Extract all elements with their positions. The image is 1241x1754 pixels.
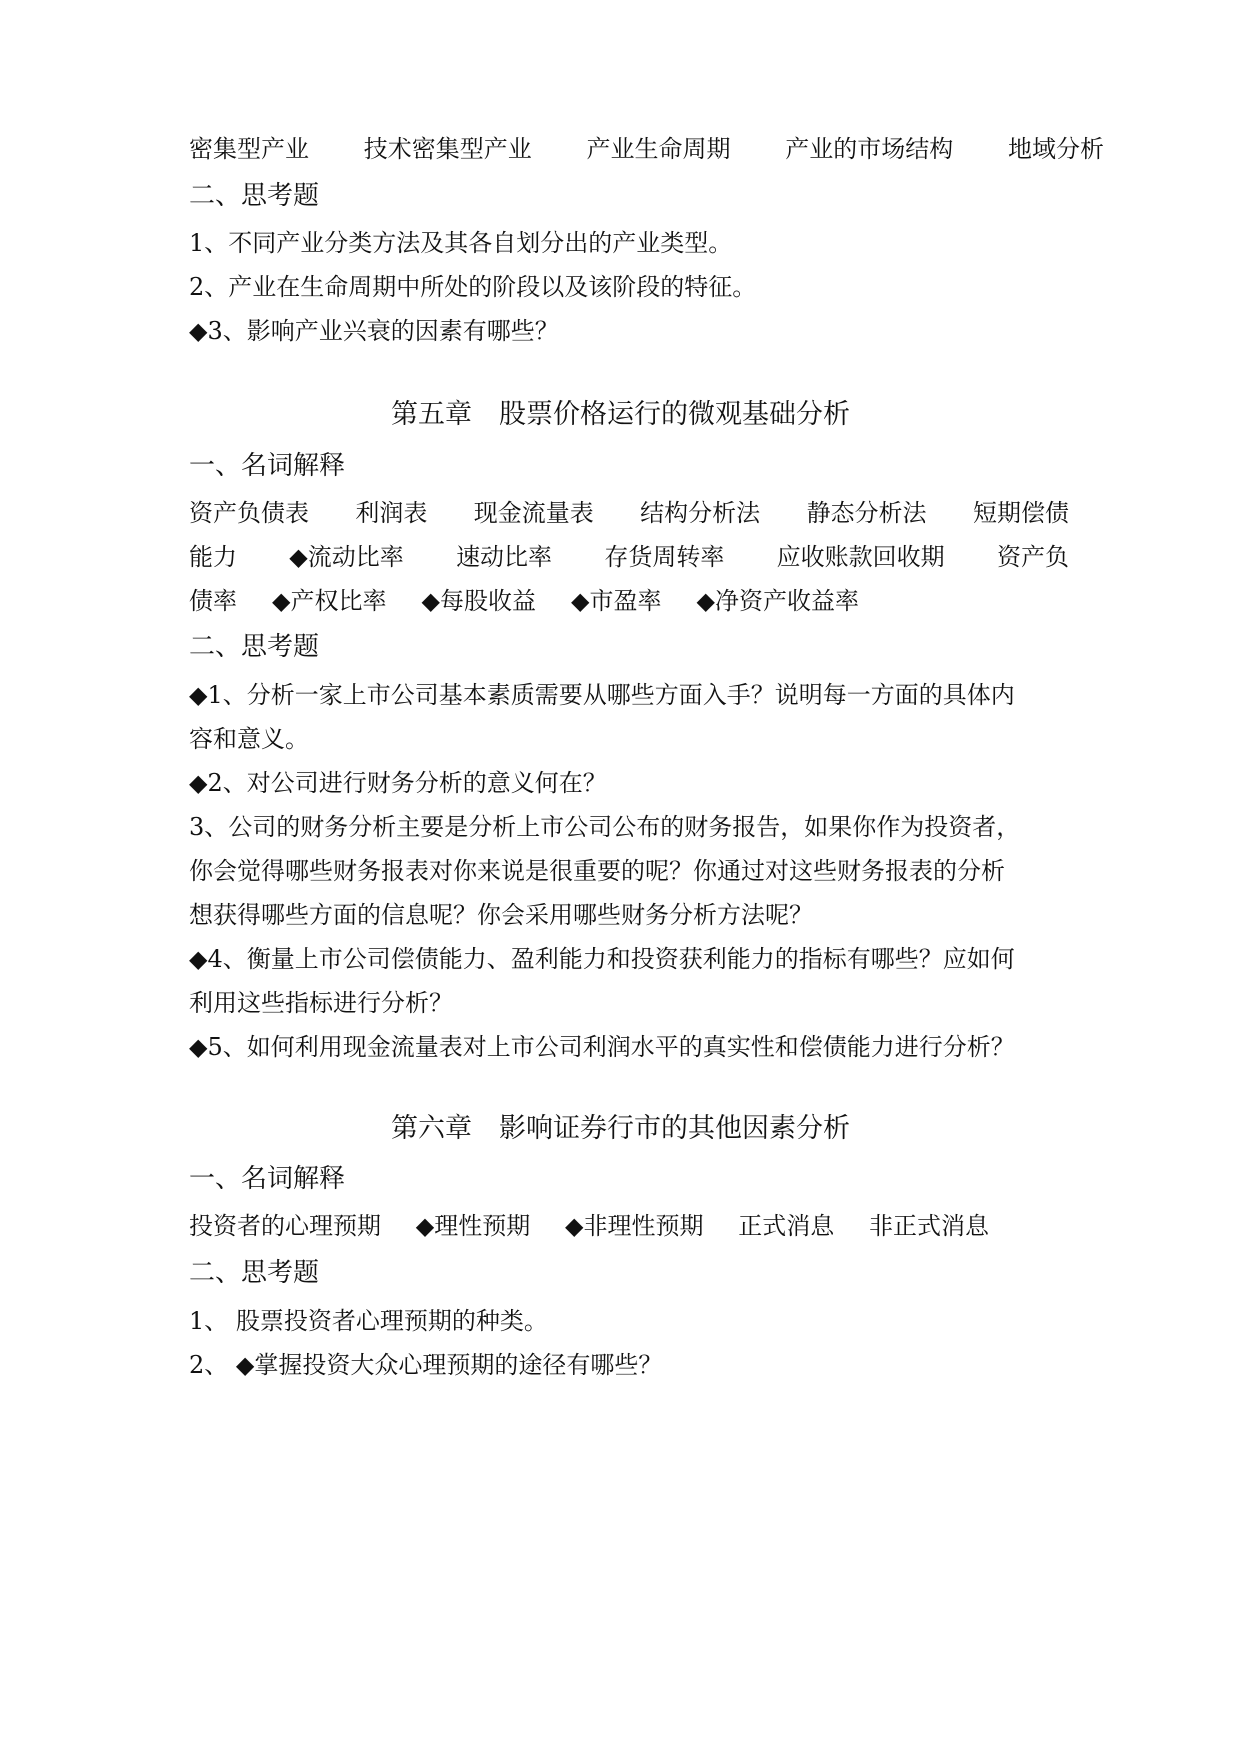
term: 产业的市场结构 (785, 135, 954, 163)
chapter-title: 第五章 股票价格运行的微观基础分析 (391, 399, 850, 430)
term: 地域分析 (1008, 135, 1104, 163)
question-line: ◆4、衡量上市公司偿债能力、盈利能力和投资获利能力的指标有哪些？应如何 (189, 945, 1015, 973)
section-heading-terms: 一、名词解释 (189, 451, 346, 481)
question-line: 你会觉得哪些财务报表对你来说是很重要的呢？你通过对这些财务报表的分析 (189, 857, 1005, 885)
term: 产业生命周期 (586, 135, 731, 163)
question-line: 2、 ◆掌握投资大众心理预期的途径有哪些？ (189, 1351, 663, 1379)
term-row (189, 585, 859, 617)
question-line: 2、产业在生命周期中所处的阶段以及该阶段的特征。 (189, 273, 757, 301)
question-line: 容和意义。 (189, 725, 309, 753)
term: 速动比率 (456, 543, 553, 571)
question-line: ◆2、对公司进行财务分析的意义何在？ (189, 769, 607, 797)
question-line: ◆3、影响产业兴衰的因素有哪些？ (189, 317, 559, 345)
term-row (189, 1210, 989, 1242)
term: ◆产权比率 (272, 587, 387, 615)
section-heading-think: 二、思考题 (189, 181, 320, 211)
question-line: 1、不同产业分类方法及其各自划分出的产业类型。 (189, 229, 733, 257)
chapter-title: 第六章 影响证券行市的其他因素分析 (391, 1113, 850, 1144)
term: 短期偿债 (972, 499, 1069, 527)
term: 密集型产业 (189, 135, 309, 163)
term: 非正式消息 (869, 1212, 989, 1240)
term: 债率 (189, 587, 237, 615)
term: ◆流动比率 (289, 543, 404, 571)
question-line: 3、公司的财务分析主要是分析上市公司公布的财务报告，如果你作为投资者， (189, 813, 1021, 841)
term: 技术密集型产业 (363, 135, 532, 163)
term: 利润表 (355, 499, 428, 527)
term-row (189, 541, 1069, 573)
section-heading-terms: 一、名词解释 (189, 1164, 346, 1194)
term: 投资者的心理预期 (189, 1212, 381, 1240)
term: 能力 (189, 543, 237, 571)
term: 存货周转率 (604, 543, 725, 571)
term: 现金流量表 (473, 499, 594, 527)
term-row (189, 497, 1069, 529)
term: ◆净资产收益率 (696, 587, 859, 615)
question-line: ◆5、如何利用现金流量表对上市公司利润水平的真实性和偿债能力进行分析？ (189, 1033, 1015, 1061)
term: ◆理性预期 (415, 1212, 531, 1240)
section-heading-think: 二、思考题 (189, 632, 320, 662)
term: 资产负 (996, 543, 1069, 571)
term: ◆每股收益 (421, 587, 536, 615)
term: 资产负债表 (189, 499, 309, 527)
section-heading-think: 二、思考题 (189, 1258, 320, 1288)
term: 静态分析法 (806, 499, 927, 527)
term-row-top (189, 133, 1104, 165)
term: 正式消息 (738, 1212, 835, 1240)
term: 结构分析法 (640, 499, 761, 527)
term: ◆非理性预期 (565, 1212, 704, 1240)
term: 应收账款回收期 (776, 543, 945, 571)
question-line: ◆1、分析一家上市公司基本素质需要从哪些方面入手？说明每一方面的具体内 (189, 681, 1015, 709)
question-line: 想获得哪些方面的信息呢？你会采用哪些财务分析方法呢？ (189, 901, 813, 929)
question-line: 1、 股票投资者心理预期的种类。 (189, 1307, 548, 1335)
term: ◆市盈率 (571, 587, 662, 615)
question-line: 利用这些指标进行分析？ (189, 989, 453, 1017)
